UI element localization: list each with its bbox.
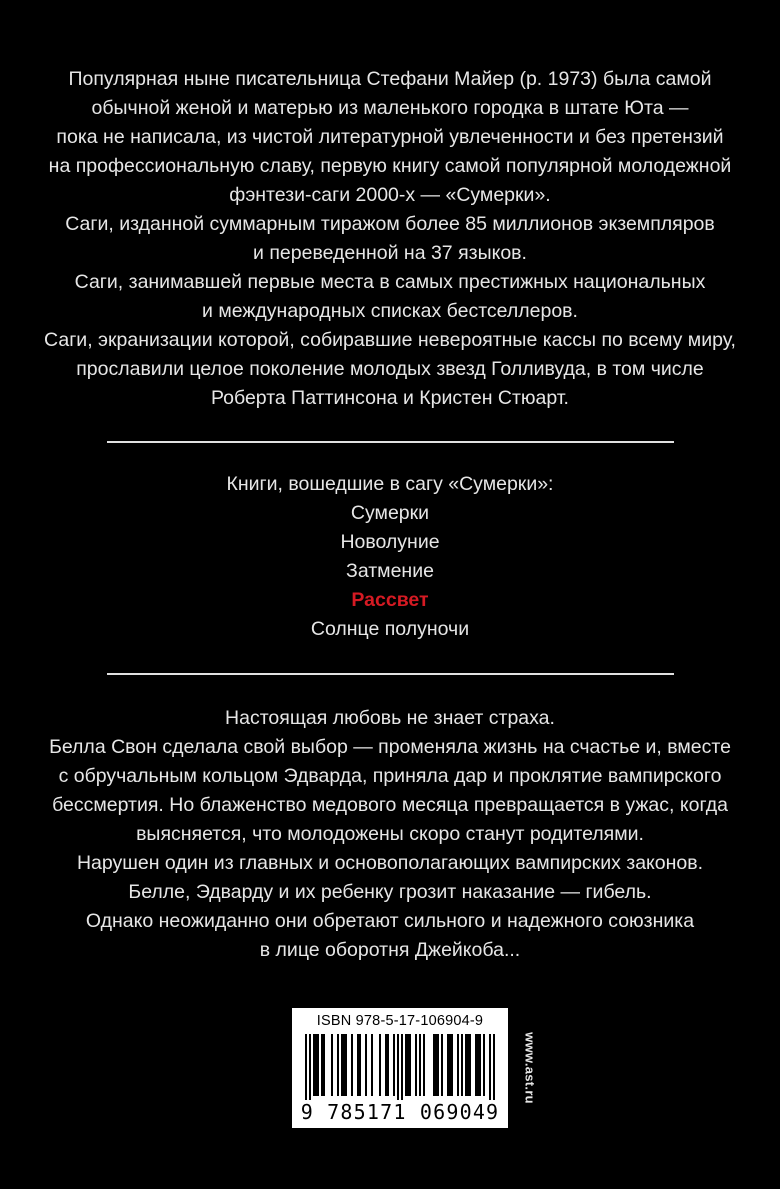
annotation-text xyxy=(40,704,740,965)
annotation-paragraph-2: Белла Свон сделала свой выбор — променяла жизнь на счастье и, вместе с обручальным кольцом Эдварда, приняла дар и проклятие вампирского бессмертия. Но блаженство медового месяца превращается в ужас, когда выясняется, что молодожены скоро станут родителями. xyxy=(49,736,731,845)
barcode-bar xyxy=(393,1034,395,1096)
isbn-digits: 9 785171 069049 xyxy=(300,1100,500,1124)
barcode-bar xyxy=(409,1034,411,1096)
barcode-bar xyxy=(321,1034,323,1096)
barcode-bar xyxy=(423,1034,425,1096)
book-title: Сумерки xyxy=(350,502,430,524)
barcode-bar xyxy=(397,1034,399,1100)
barcode-bar xyxy=(371,1034,373,1096)
isbn-label: ISBN 978-5-17-106904-9 xyxy=(316,1013,484,1029)
divider-bottom xyxy=(107,673,674,675)
barcode-bar xyxy=(433,1034,435,1096)
barcode-bar xyxy=(317,1034,319,1096)
barcode-bar xyxy=(341,1034,343,1096)
intro-paragraph-2: Саги, изданной суммарным тиражом более 85 миллионов экземпляров и переведенной на 37 языков. xyxy=(65,213,715,264)
barcode-bar xyxy=(461,1034,463,1096)
barcode-bar xyxy=(343,1034,345,1096)
annotation-paragraph-4: Белле, Эдварду и их ребенку грозит наказание — гибель. xyxy=(128,881,652,903)
barcode-bar xyxy=(489,1034,491,1100)
annotation-paragraph-1: Настоящая любовь не знает страха. xyxy=(225,707,555,729)
barcode-bar xyxy=(465,1034,467,1096)
isbn-barcode-panel xyxy=(292,1008,508,1128)
barcode-bar xyxy=(365,1034,367,1096)
book-title: Новолуние xyxy=(340,531,440,553)
annotation-paragraph-5: Однако неожиданно они обретают сильного и надежного союзника в лице оборотня Джейкоба... xyxy=(85,910,695,961)
barcode-bar xyxy=(379,1034,381,1096)
annotation-paragraph-3: Нарушен один из главных и основополагающих вампирских законов. xyxy=(76,852,704,874)
barcode-bar xyxy=(483,1034,485,1096)
barcode-bar xyxy=(415,1034,417,1096)
barcode-bar xyxy=(457,1034,459,1096)
barcode-bar xyxy=(479,1034,481,1096)
barcode-bar xyxy=(451,1034,453,1096)
barcode-bar xyxy=(493,1034,495,1100)
intro-paragraph-3: Саги, занимавшей первые места в самых престижных национальных и международных списках бестселлеров. xyxy=(74,271,706,322)
barcode-bar xyxy=(407,1034,409,1096)
barcode-bar xyxy=(315,1034,317,1096)
barcode-bar xyxy=(385,1034,387,1096)
barcode-bar xyxy=(469,1034,471,1096)
barcode xyxy=(298,1034,502,1100)
barcode-bar xyxy=(345,1034,347,1096)
barcode-bar xyxy=(447,1034,449,1096)
intro-text xyxy=(40,65,740,413)
barcode-bar xyxy=(359,1034,361,1096)
book-list xyxy=(40,470,740,644)
barcode-bar xyxy=(351,1034,353,1096)
intro-paragraph-1: Популярная ныне писательница Стефани Майер (р. 1973) была самой обычной женой и матерью из маленького городка в штате Юта — пока не написала, из чистой литературной увлеченности и без претензий на профессиональную славу, первую книгу самой популярной молодежной фэнтези-саги 2000-х — «Сумерки». xyxy=(48,68,732,206)
barcode-bar xyxy=(387,1034,389,1096)
book-title: Солнце полуночи xyxy=(310,618,470,640)
barcode-bar xyxy=(309,1034,311,1100)
barcode-bar xyxy=(401,1034,403,1100)
barcode-bar xyxy=(337,1034,339,1096)
barcode-bar xyxy=(437,1034,439,1096)
barcode-bar xyxy=(313,1034,315,1096)
barcode-bar xyxy=(357,1034,359,1096)
barcode-bar xyxy=(441,1034,443,1096)
divider-top xyxy=(107,441,674,443)
barcode-bar xyxy=(323,1034,325,1096)
barcode-bar xyxy=(475,1034,477,1096)
barcode-bar xyxy=(405,1034,407,1096)
barcode-bar xyxy=(435,1034,437,1096)
intro-paragraph-4: Саги, экранизации которой, собиравшие невероятные кассы по всему миру, прославили целое поколение молодых звезд Голливуда, в том числе Роберта Паттинсона и Кристен Стюарт. xyxy=(44,329,736,409)
barcode-bar xyxy=(419,1034,421,1096)
barcode-bar xyxy=(467,1034,469,1096)
book-title-current: Рассвет xyxy=(351,589,429,611)
book-list-heading: Книги, вошедшие в сагу «Сумерки»: xyxy=(226,473,554,495)
barcode-bar xyxy=(331,1034,333,1096)
barcode-bar xyxy=(449,1034,451,1096)
barcode-bar xyxy=(477,1034,479,1096)
barcode-bar xyxy=(305,1034,307,1100)
book-title: Затмение xyxy=(346,560,434,582)
website-label: www.ast.ru xyxy=(522,1032,538,1104)
